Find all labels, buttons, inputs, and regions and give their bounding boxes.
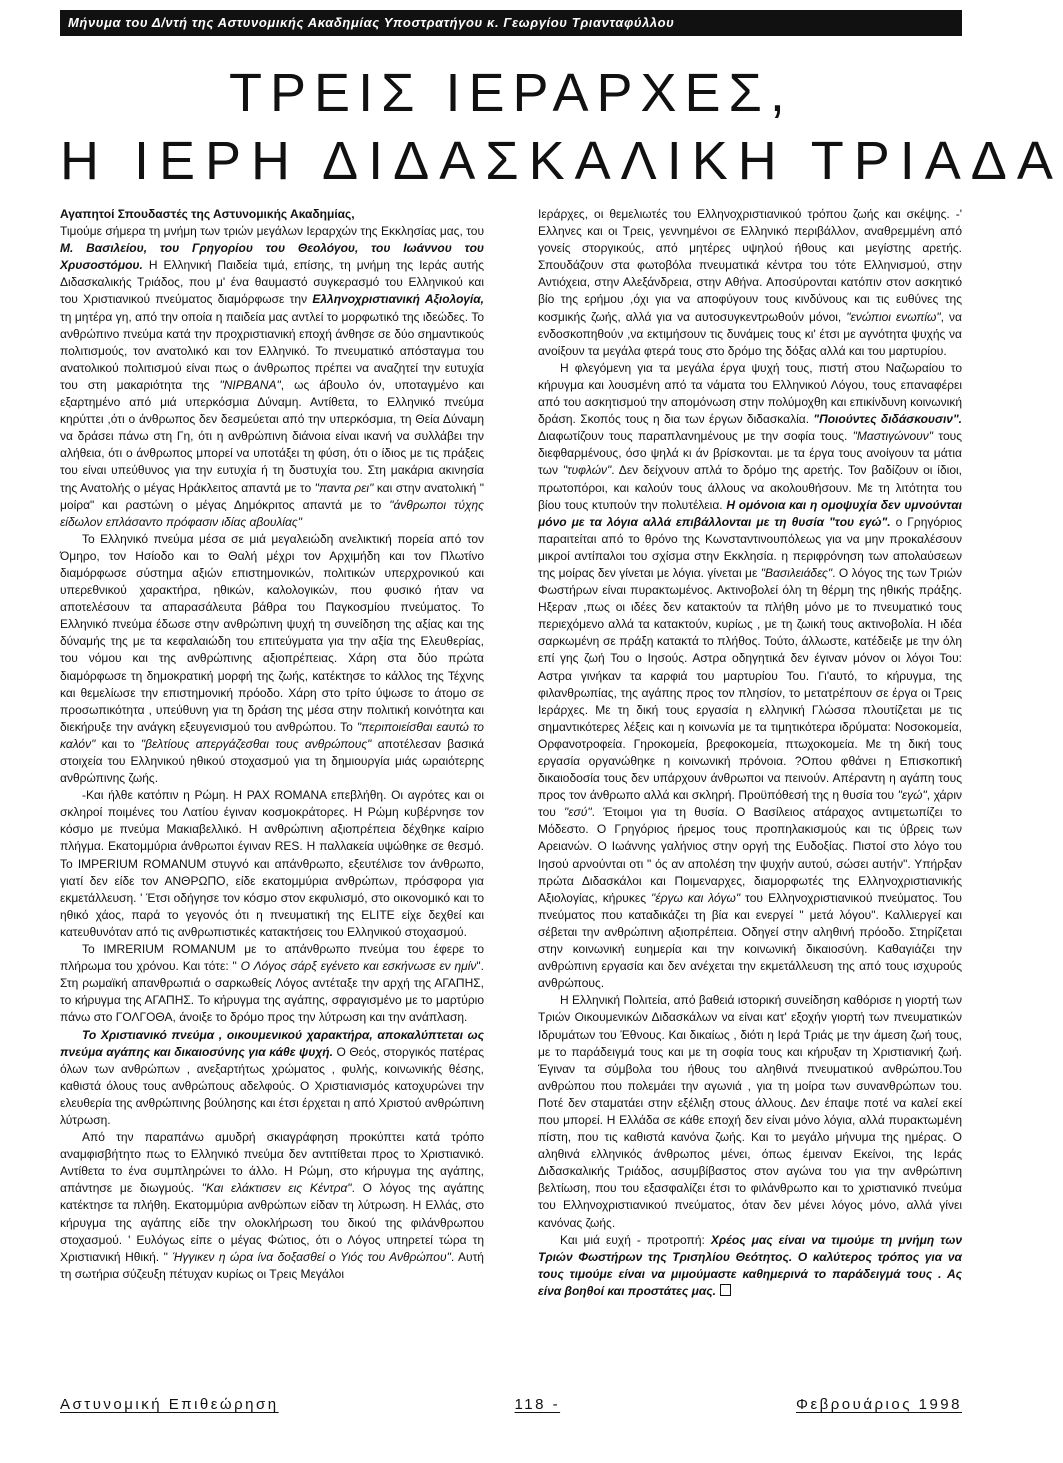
salutation: Αγαπητοί Σπουδαστές της Αστυνομικής Ακαδημίας,: [60, 207, 355, 221]
text-run: και το: [95, 736, 141, 751]
text-run: Η φλεγόμενη για τα μεγάλα έργα ψυχή τους, πιστή στου Ναζωραίου το κήρυγμα και λουσμένη από τα νάματα του Ελληνικού Λόγου, τους επαναφέρει από του ασκητισμού την απομόνωση στην πολύμοχθη και επικίνδυνη κοινωνική δράση. Σκοπός τους η δια των έργων διδασκαλία.: [538, 360, 962, 427]
paragraph: [538, 206, 962, 360]
text-run: "εσύ": [563, 805, 592, 820]
text-run: Η Ελληνική Παιδεία τιμά, επίσης, τη μνήμη της Ιεράς αυτής Διδασκαλικής Τριάδος, που μ' ένα θαυμαστό συγκερασμό του Ελληνικού και του Χριστιανικού πνεύματος διαμόρφωσε την: [60, 258, 484, 307]
text-run: , ως άβουλο όν, υποταγμένο και εξαρτημένο από μιά υπερκόσμια Δύναμη. Αντίθετα, το Ελληνικό πνεύμα κηρύττει ,ότι ο άνθρωπος δεν δεσμεύεται από την υπερκόσμια, τη Θεία Δύναμη να δράσει πάνω στη Γη, ότι η ανθρώπινη διάνοια είναι ικανή να συλλάβει την αλήθεια, ότι ο άνθρωπος μπορεί να υποτάξει τη φύση, ότι ο ίδιος με τις πράξεις του είναι υπεύθυνος για την ευτυχία ή τη δυστυχία του. Στη μακάρια ακινησία της Ανατολής ο μέγας Ηράκλειτος απαντά με το: [60, 377, 484, 495]
text-run: Το IMRERIUM ROMANUM με το απάνθρωπο πνεύμα του έφερε το πλήρωμα του χρόνου. Και τότε: ": [60, 942, 484, 974]
text-run: . Ο λόγος της των Τριών Φωστήρων είναι πυρακτωμένος. Ακτινοβολεί όλη τη θέρμη της ηθικής πράξης. Ηξεραν ,πως οι ιδέες δεν κατακτούν τα πλήθη μόνο με το πνευματικό τους περιεχόμενο αλλά τα κατακτούν, κυρίως , με τη ζωική τους ακτινοβολία. Η ιδέα σαρκωμένη σε πράξη κατακτά το πλήθος. Τούτο, άλλωστε, κατέδειξε με την όλη επί γης ζωή Του ο Ιησούς. Αστρα οδηγητικά δεν έγιναν μόνον οι λόγοι Του: Αστρα γινήκαν τα καρφιά του μαρτυρίου Του. Γι'αυτό, το κήρυγμα, της φιλανθρωπίας, της αγάπης προς τον πλησίον, το μετατρέπουν σε έργα οι Τρεις Ιεράρχες. Με τη δική τους εργασία η ελληνική Γλώσσα πλουτίζεται με τις σημαντικότερες λέξεις και η κοινωνία με τα τιμητικότερα ιδρύματα: Νοσοκομεία, Ορφανοτροφεία. Γηροκομεία, βρεφοκομεία, πτωχοκομεία. Με τη δική τους εργασία οργανώθηκε η κοινωνική πρόνοια. ?Οπου φθάνει η Επισκοπική δικαιοδοσία τους δεν υπάρχουν άνθρωποι να πεινούν. Απέραντη η αγάπη τους προς τον άνθρωπο αλλά και σκληρή. Προϋπόθεσή της η θυσία του: [538, 565, 962, 803]
left-column: [60, 206, 484, 1300]
text-run: Από την παραπάνω αμυδρή σκιαγράφηση προκύπτει κατά τρόπο αναμφισβήτητο πως το Ελληνικό πνεύμα δεν αντιτίθεται προς το Χριστιανικό. Αντίθετα το ένα συμπληρώνει το άλλο. Η Ρώμη, στο κήρυγμα της αγάπης, απάντησε με διωγμούς.: [60, 1130, 484, 1196]
text-run: Διαφωτίζουν τους παραπλανημένους με την σοφία τους.: [538, 429, 853, 444]
right-column: [538, 206, 962, 1300]
text-run: . Έτοιμοι για τη θυσία. Ο Βασίλειος ατάραχος αντιμετωπίζει το Μόδεστο. Ο Γρηγόριος ήρεμος τους προπηλακισμούς και τις ύβρεις των Αρειανών. Ο Ιωάννης γαλήνιος στην οργή της Ευδοξίας. Πιστοί στο λόγο του Ιησού αρνούνται οτι " ός αν απολέση την ψυχήν αυτού, σώσει αυτήν". Υπήρξαν πρώτα Διδασκάλοι και Ποιμεναρχες, διαμορφωτές της Ελληνοχριστιανικής Αξιολογίας, κήρυκες: [538, 805, 962, 905]
paragraph: [60, 206, 484, 531]
text-run: ". Στη ρωμαϊκή απανθρωπιά ο σαρκωθείς Λόγος αντέταξε την αρχή της ΑΓΑΠΗΣ, το κήρυγμα της ΑΓΑΠΗΣ. Το κήρυγμα της αγάπης, σφραγισμένο με το μαρτύριο πάνω στο ΓΟΛΓΟΘΑ, άνοιξε το δρόμο προς την λύτρωση και την ανάπλαση.: [60, 959, 484, 1025]
text-run: Ήγγικεν η ώρα ίνα δοξασθεί ο Υιός του Ανθρώπου": [172, 1249, 451, 1264]
text-run: ο Γρηγόριος παραιτείται από το θρόνο της Κωνσταντινουπόλεως για να μην προκαλέσουν μικροί αντίπαλοι του σχίσμα στην Εκκλησία. η περιφρόνηση των απολαύσεων της μοίρας δεν γίνεται με λόγια. γίνεται με: [538, 514, 962, 580]
text-run: "περιποιείσθαι εαυτώ το καλόν": [60, 719, 484, 751]
text-run: αποτέλεσαν βασικά στοιχεία του Ελληνικού ηθικού στοχασμού για τη δημιουργία μιάς ωραιότερης ανθρώπινης ζωής.: [60, 736, 485, 786]
paragraph: [60, 1027, 484, 1130]
text-run: Τιμούμε σήμερα τη μνήμη των τριών μεγάλων Ιεραρχών της Εκκλησίας μας, του: [60, 224, 484, 239]
text-run: "ενώπιοι ενωπίω": [846, 309, 941, 324]
text-run: Ιεράρχες, οι θεμελιωτές του Ελληνοχριστιανικού τρόπου ζωής και σκέψης. -' Ελληνες και οι Τρεις, γεννημένοι σε Ελληνικό περιβάλλον, αναθρεμμένη από γονείς στοργικούς, από μητέρες υψηλού ήθους και μεγίστης αρετής. Σπουδάζουν στα φωτοβόλα πνευματικά κέντρα του τότε Ελληνισμού, στην Αντιόχεια, στην Αλεξάνδρεια, στην Αθήνα. Αποσύρονται κατόπιν στον ασκητικό βίο της ερήμου ,όχι για να αποφύγουν τους κινδύνους και τις ευθύνες της κοσμικής ζωής, αλλά για να αυτοσυγκεντρωθούν μόνοι,: [538, 207, 962, 324]
text-run: Ελληνοχριστιανική Αξιολογία,: [312, 292, 484, 307]
footer-page-number: 118 -: [514, 1396, 561, 1413]
text-run: "τυφλών": [562, 463, 612, 478]
text-run: . Δεν δείχνουν απλά το δρόμο της αρετής. Τον βαδίζουν οι ίδιοι, πρωτοπόροι, και καλούν τους άλλους να ακολουθήσουν. Με τη λιτότητα του βίου τους κτυπούν την πολυτέλεια.: [538, 463, 962, 512]
footer-date: Φεβρουάριος 1998: [795, 1396, 962, 1413]
footer-publication: Αστυνομική Επιθεώρηση: [60, 1396, 279, 1413]
text-run: , χάριν του: [538, 788, 962, 820]
text-run: "παντα ρει": [314, 480, 374, 495]
paragraph: [538, 992, 962, 1231]
paragraph: [538, 360, 962, 992]
page-footer: [60, 1396, 962, 1413]
text-run: Μ. Βασιλείου, του Γρηγορίου του Θεολόγου, του Ιωάννου του Χρυσοστόμου.: [60, 241, 484, 273]
text-run: "έργω και λόγω": [651, 890, 741, 905]
article-columns: [60, 206, 962, 1300]
paragraph: [60, 1129, 484, 1283]
text-run: τους διεφθαρμένους, όσο ψηλά κι άν βρίσκονται. με τα έργα τους ανοίγουν τα μάτια των: [538, 429, 962, 478]
paragraph: [60, 941, 484, 1026]
text-run: "Βασιλειάδες": [760, 565, 833, 580]
text-run: και στην ανατολική " μοίρα" και ραστώνη ο μέγας Δημόκριτος απαντά με το: [60, 480, 485, 512]
text-run: Η Ελληνική Πολιτεία, από βαθειά ιστορική συνείδηση καθόρισε η γιορτή των Τριών Οικουμενικών Διδασκάλων να είναι κατ' εξοχήν γιορτή των πνευματικών Ιδρυμάτων του Έθνους. Και δικαίως , διότι η Ιερά Τριάς με την άμεση ζωή τους, με το παράδειγμά τους και με τη σοφία τους και κήρυξαν τη Χριστιανική ζωή. Έγιναν τα σύμβολα του ήθους του αληθινά πνευματικού ανθρώπου.Του ανθρώπου που πολεμάει την αγωνιά , για τη μοίρα των συνανθρώπων του. Ποτέ δεν σταματάει στην εξέλιξη στους άλλους. Δεν έπαψε ποτέ να καλεί εκεί που μπορεί. Η Ελλάδα σε κάθε εποχή δεν είναι μόνο λόγια, αλλά πυρακτωμένη πίστη, που τις καθιστά κανόνα ζωής. Και το μεγάλο μήνυμα της ημέρας. Ο αληθινά ελληνικός άνθρωπος μένει, όπως έμειναν Εκείνοι, της Ιεράς Διδασκαλικής Τριάδος, ασυμβίβαστος στον αγώνα του για την ανθρώπινη βελτίωση, που του εξασφαλίζει έτσι το φιλάνθρωπο και το χριστιανικό πνεύμα του Ελληνοχριστιανικού πνεύματος, όταν δεν μένει λόγος μόνο, αλλά γίνει κανόνας ζωής.: [538, 993, 962, 1230]
main-title-line2: Η ΙΕΡΗ ΔΙΔΑΣΚΑΛΙΚΗ ΤΡΙΑΔΑ: [60, 131, 1063, 191]
text-run: -Και ήλθε κατόπιν η Ρώμη. Η PAX ROMANA επεβλήθη. Οι αγρότες και οι σκληροί ποιμένες του Λατίου έγιναν κοσμοκράτορες. Η Ρώμη κυβέρνησε τον κόσμο με πνεύμα Μακιαβελλικό. Η ανθρώπινη αξιοπρέπεια δέχθηκε καίριο πλήγμα. Εκατομμύρια άνθρωποι έγιναν RES. Η παλλακεία υψώθηκε σε θεσμό. Το IMPERIUM ROMANUM στυγνό και απάνθρωπο, εξευτέλισε τον άνθρωπο, γιατί δεν είδε τον ΑΝΘΡΩΠΟ, είδε εκατομμύρια ανθρώπων, πρόσφορα για εκμετάλλευση. ' Έτσι οδήγησε τον κόσμο στον εκφυλισμό, στο οικονομικό και το ηθικό χάος, παρά το γεγονός ότι η πνευματική της ELITE είχε δεχθεί και κατευθυνόταν από τις ανθρωπιστικές κατακτήσεις του Ελληνικού στοχασμού.: [60, 788, 484, 939]
text-run: . Αυτή τη σωτήρια σύζευξη πέτυχαν κυρίως οι Τρεις Μεγάλοι: [60, 1249, 484, 1281]
end-mark-icon: [720, 1284, 731, 1296]
text-run: Και μιά ευχή - προτροπή:: [560, 1232, 711, 1247]
text-run: Ο Θεός, στοργικός πατέρας όλων των ανθρώπων , ανεξαρτήτως χρώματος , φυλής, κοινωνικής θέσης, καθιστά όλους τους ανθρώπους αδελφούς. Ο Χριστιανισμός κατοχυρώνει την ελευθερία της ανθρώπινης βούλησης και έτσι έρχεται η από Χριστού ανθρώπινη λύτρωση.: [60, 1044, 484, 1127]
text-run: "Και ελάκτισεν εις Κέντρα": [201, 1181, 352, 1196]
text-run: , να ενδοσκοπηθούν ,να εκτιμήσουν τις δυνάμεις τους κι' έτσι με αγνότητα ψυχής να ανοίξουν τα μεγάλα φτερά τους στο δρόμο της δόξας αλλά και του μαρτυρίου.: [538, 309, 962, 358]
text-run: "εγώ": [897, 788, 927, 803]
text-run: . Ο λόγος της αγάπης κατέκτησε τα πλήθη. Εκατομμύρια ανθρώπων είδαν τη λύτρωση. Η Ελλάς, στο κήρυγμα της αγάπης είδε την ολοκλήρωση του δικού της φιλάνθρωπου στοχασμού. ' Ευλόγως είπε ο μέγας Φώτιος, ότι ο Λόγος υπηρετεί τώρα τη Χριστιανική Ηθική. ": [60, 1181, 485, 1264]
paragraph: [538, 1232, 962, 1300]
text-run: Το Ελληνικό πνεύμα μέσα σε μιά μεγαλειώδη ανελικτική πορεία από τον Όμηρο, τον Ησίοδο και το Θαλή μέχρι τον Αρχιμήδη και τον Πλωτίνο διαμόρφωσε σύστημα αξιών επιστημονικών, πολιτικών υπερχρονικού και υπερεθνικού χαρακτήρα, ηθικών, καλολογικών, που φυσικό ήταν να αποτελέσουν τα απαρασάλευτα βάθρα του Παγκοσμίου πνεύματος. Το Ελληνικό πνεύμα έδωσε στην ανθρώπινη ψυχή τη συνείδηση της αξίας και της δύναμής της με τα κεφαλαιώδη του επιτεύγματα για την αξία της Ελευθερίας, του νόμου και της ανθρώπινης αξιοπρέπειας. Χάρη στα δύο πρώτα διαμόρφωσε τη δημοκρατική μορφή της ζωής, κατέκτησε το κάλλος της Τέχνης και θεμελίωσε την επιστημονική πρόοδο. Χάρη στο τρίτο ύψωσε το άτομο σε προσωπικότητα , υπεύθυνη για τη δράση της μέσα στην πολιτική κοινότητα και διεκήρυξε την ανάγκη εξευγενισμού του ανθρώπου. Το: [60, 531, 484, 734]
header-banner: Μήνυμα του Δ/ντή της Αστυνομικής Ακαδημίας Υποστρατήγου κ. Γεωργίου Τριανταφύλλου: [60, 10, 962, 36]
text-run: "Μαστιγώνουν": [852, 429, 934, 444]
text-run: του Ελληνοχριστιανικού πνεύματος. Του πνεύματος που καταδικάζει τη βία και ενεργεί " μετά λόγου". Καλλιεργεί και σέβεται την ανθρώπινη αξιοπρέπεια. Οδηγεί στην αληθινή πρόοδο. Στηρίζεται στην κοινωνική ευημερία και την κοινωνική δικαιοσύνη. Καθαγιάζει την ανθρώπινη εργασία και δεν ανέχεται την εκμετάλλευση της από τους ισχυρούς ανθρώπους.: [538, 890, 962, 991]
paragraph: [60, 787, 484, 941]
text-run: Ο Λόγος σάρξ εγένετο και εσκήνωσε εν ημίν: [240, 959, 477, 974]
main-title-line1: ΤΡΕΙΣ ΙΕΡΑΡΧΕΣ,: [229, 63, 793, 123]
text-run: Χρέος μας είναι να τιμούμε τη μνήμη των Τριών Φωστήρων της Τρισηλίου Θεότητος. Ο καλύτερος τρόπος για να τους τιμούμε είναι να μιμούμαστε καθημερινά το παράδειγμά τους . Ας είνα βοηθοί και προστάτες μας.: [538, 1232, 963, 1298]
text-run: "βελτίους απεργάζεσθαι τους ανθρώπους": [140, 736, 372, 751]
text-run: Η ομόνοια και η ομοψυχία δεν υμνούνται μόνο με τα λόγια αλλά επιβάλλονται με τη θυσία "του εγώ".: [538, 497, 962, 529]
text-run: "ΝΙΡΒΑΝΑ": [219, 377, 281, 392]
paragraph: [60, 531, 484, 787]
text-run: "άνθρωποι τύχης είδωλον επλάσαντο πρόφασιν ιδίας αβουλίας": [60, 497, 484, 529]
text-run: "Ποιούντες διδάσκουσιν".: [813, 412, 963, 427]
text-run: Το Χριστιανικό πνεύμα , οικουμενικού χαρακτήρα, αποκαλύπτεται ως πνεύμα αγάπης και δικαιοσύνης για κάθε ψυχή.: [60, 1027, 484, 1059]
text-run: τη μητέρα γη, από την οποία η παιδεία μας αντλεί το μορφωτικό της ιδεώδες. Το ανθρώπινο πνεύμα κατά την προχριστιανική εποχή άνθησε σε δύο σημαντικούς πολιτισμούς, τον ανατολικό και τον Ελληνικό. Το πνευματικό απόσταγμα του ανατολικού πολιτισμού είναι πως ο άνθρωπος πρέπει να αναζητεί την ευτυχία του στη μακαριότητα της: [60, 309, 484, 392]
